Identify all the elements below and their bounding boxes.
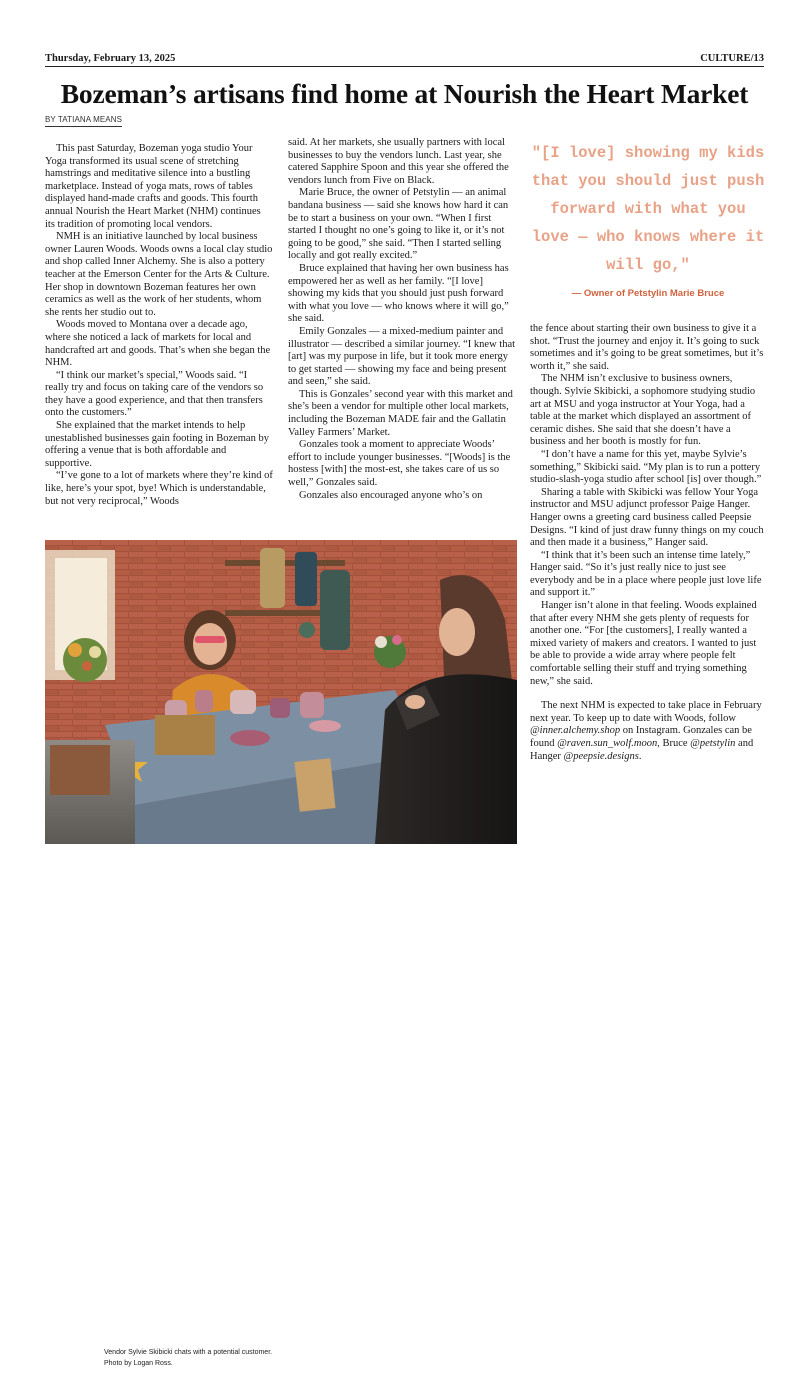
photo-illustration (45, 540, 517, 844)
paragraph: Bruce explained that having her own business has empowered her as well as her family. “[I love] showing my kids that you should just push forward with what you love — who knows where it will go,” she said. (288, 262, 509, 325)
paragraph: The NHM isn’t exclusive to business owners, though. Sylvie Skibicki, a sophomore studying studio art at MSU and yoga instructor at Your Yoga, had a table at the market which displayed an assortment of ceramic dishes. She said that she doesn’t have a business and her booth is mostly for fun. (530, 373, 756, 448)
article-column-3 (530, 323, 766, 763)
instagram-handle: @petstylin (690, 738, 736, 749)
paragraph: “I don’t have a name for this yet, maybe Sylvie’s something,” Skibicki said. “My plan is to run a pottery studio-slash-yoga studio after school [is] over though.” (530, 448, 762, 486)
paragraph: Gonzales also encouraged anyone who’s on (299, 489, 483, 501)
paragraph: Marie Bruce, the owner of Petstylin — an animal bandana business — said she knows how hard it can be to start a business on your own. “When I first started I thought no one’s going to like it, or it’s not going to be good,” she said. “Then I started selling locally and got really excited.” (288, 187, 509, 262)
article-column-2 (288, 137, 516, 502)
issue-date: Thursday, February 13, 2025 (45, 53, 176, 64)
pull-quote-attribution: — Owner of Petstylin Marie Bruce (571, 288, 725, 299)
pull-quote: "[I love] showing my kids that you should just push forward with what you love — who knows where it will go," (531, 144, 765, 274)
paragraph: NMH is an initiative launched by local business owner Lauren Woods. Woods owns a local clay studio and shop called Inner Alchemy. She is also a pottery teacher at the Emerson Center for the Arts & Culture. Her shop in downtown Bozeman features her own ceramics as well as the work of her students, whom she rents her studio out to. (45, 231, 273, 318)
text-run: on Instagram. Gonzales can be found (530, 725, 752, 749)
paragraph: Woods moved to Montana over a decade ago, where she noticed a lack of markets for local and handcrafted art and goods. That’s when she began the NHM. (45, 319, 271, 369)
paragraph: “I think that it’s been such an intense time lately,” Hanger said. “So it’s just really nice to just see everybody and be in a place where people just love life and support it.” (530, 549, 762, 599)
article-column-1 (45, 143, 273, 508)
paragraph: This past Saturday, Bozeman yoga studio Your Yoga transformed its usual scene of stretching hamstrings and meditative silence into a bustling marketplace. Instead of yoga mats, rows of tables displayed hand-made crafts and goods. This fourth annual Nourish the Heart Market (NHM) continues its tradition of promoting local vendors. (45, 143, 261, 230)
text-run: and Hanger (530, 738, 754, 762)
text-run: The next NHM is expected to take place in February next year. To keep up to date with Woods, follow (530, 700, 762, 724)
folio-bar (45, 51, 764, 67)
instagram-handle: @raven.sun_wolf.moon (557, 738, 658, 749)
paragraph: Hanger isn’t alone in that feeling. Woods explained that after every NHM she gets plenty of requests for another one. “For [the customers], I really wanted a mixed variety of makers and creators. I wanted to just be able to provide a wide array where people felt comfortable selling their stuff and trying something new,” she said. (530, 600, 757, 687)
closing-paragraph (530, 700, 766, 763)
text-run: . (638, 750, 642, 762)
photo-credit: Photo by Logan Ross. (104, 1360, 173, 1367)
headline: Bozeman’s artisans find home at Nourish the Heart Market (60, 78, 749, 109)
paragraph: This is Gonzales’ second year with this market and she’s been a vendor for multiple other local markets, including the Bozeman MADE fair and the Gallatin Valley Farmers’ Market. (288, 388, 513, 438)
paragraph: “I’ve gone to a lot of markets where they’re kind of like, here’s your spot, bye! Which is understandable, but not very reciprocal,” Woods (45, 470, 273, 507)
section-page: CULTURE/13 (700, 53, 764, 64)
caption-text: Vendor Sylvie Skibicki chats with a potential customer. (104, 1349, 273, 1356)
photo-caption (97, 1343, 311, 1377)
instagram-handle: @inner.alchemy.shop (530, 725, 621, 737)
paragraph: the fence about starting their own business to give it a shot. “Trust the journey and enjoy it. It’s going to suck sometimes and it’s going to be great sometimes, but it’s worth it,” she said. (530, 323, 764, 372)
paragraph: Gonzales took a moment to appreciate Woods’ effort to include younger businesses. “[Woods] is the hostess [with] the most-est, she takes care of us so well,” Gonzales said. (288, 439, 511, 489)
market-photo (45, 540, 517, 1367)
text-run: , Bruce (657, 738, 691, 749)
paragraph: She explained that the market intends to help unestablished businesses gain footing in Bozeman by offering a venue that is both affordable and supportive. (45, 420, 269, 469)
paragraph: Emily Gonzales — a mixed-medium painter and illustrator — described a similar journey. “I knew that [art] was my purpose in life, but it took more energy to get started — showing my face and being present and seen,” she said. (288, 325, 516, 388)
paragraph: said. At her markets, she usually partners with local businesses to buy the vendors lunch. Last year, she catered Sapphire Spoon and this year she offered the vendors lunch from Five on Black. (288, 137, 509, 186)
instagram-handle: @peepsie.designs (563, 750, 639, 762)
byline: BY TATIANA MEANS (45, 115, 122, 127)
paragraph: “I think our market’s special,” Woods said. “I really try and focus on taking care of the vendors so they have a good experience, and that then transfers onto the customers.” (45, 369, 264, 419)
paragraph: Sharing a table with Skibicki was fellow Your Yoga instructor and MSU adjunct professor Paige Hanger. Hanger owns a greeting card business called Peepsie Designs. “I kind of just draw funny things on my couch and then made it a business,” Hanger said. (530, 486, 764, 549)
